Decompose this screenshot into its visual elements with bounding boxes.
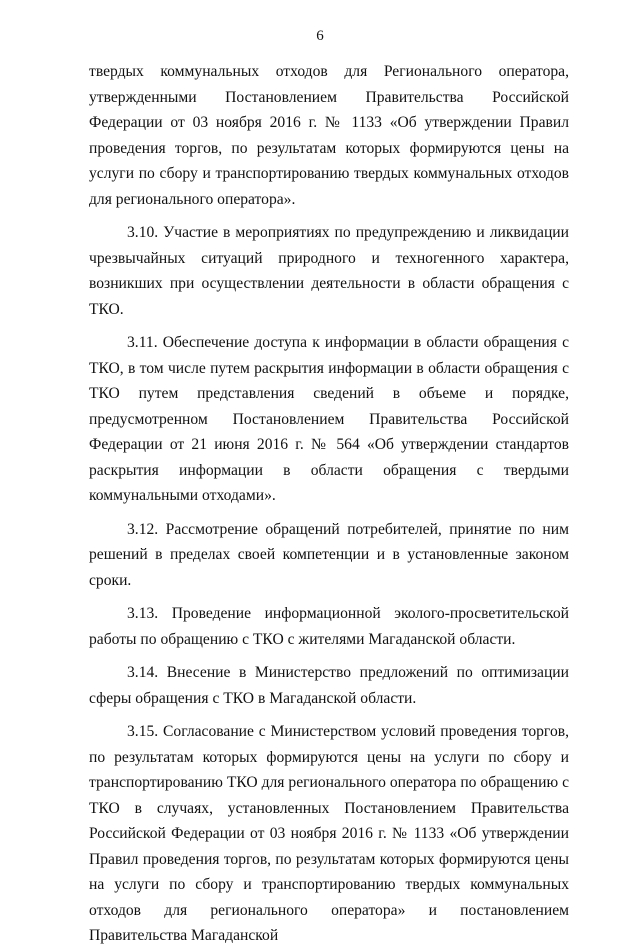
paragraph-continuation: твердых коммунальных отходов для Регионального оператора, утвержденными Постановлением Правительства Российской Федерации от 03 ноября 2016 г. № 1133 «Об утверждении Правил проведения торгов, по результатам которых формируются цены на услуги по сбору и транспортированию твердых коммунальных отходов для регионального оператора». [89,63,569,208]
document-body [89,59,569,949]
paragraph-3-12: 3.12. Рассмотрение обращений потребителей, принятие по ним решений в пределах своей компетенции и в установленные законом сроки. [89,520,569,589]
paragraph-3-15: 3.15. Согласование с Министерством условий проведения торгов, по результатам которых формируются цены на услуги по сбору и транспортированию ТКО для регионального оператора по обращению с ТКО в случаях, установленных Постановлением Правительства Российской Федерации от 03 ноября 2016 г. № 1133 «Об утверждении Правил проведения торгов, по результатам которых формируются цены на услуги по сбору и транспортированию твердых коммунальных отходов для регионального оператора» и постановлением Правительства Магаданской [89,723,569,944]
paragraph-3-13: 3.13. Проведение информационной эколого-просветительской работы по обращению с ТКО с жителями Магаданской области. [89,605,569,648]
page-number: 6 [316,28,324,44]
paragraph-3-11: 3.11. Обеспечение доступа к информации в области обращения с ТКО, в том числе путем раскрытия информации в области обращения с ТКО путем представления сведений в объеме и порядке, предусмотренном Постановлением Правительства Российской Федерации от 21 июня 2016 г. № 564 «Об утверждении стандартов раскрытия информации в области обращения с твердыми коммунальными отходами». [89,334,569,504]
paragraph-3-14: 3.14. Внесение в Министерство предложений по оптимизации сферы обращения с ТКО в Магаданской области. [89,664,569,707]
paragraph-3-10: 3.10. Участие в мероприятиях по предупреждению и ликвидации чрезвычайных ситуаций природного и техногенного характера, возникших при осуществлении деятельности в области обращения с ТКО. [89,224,569,318]
